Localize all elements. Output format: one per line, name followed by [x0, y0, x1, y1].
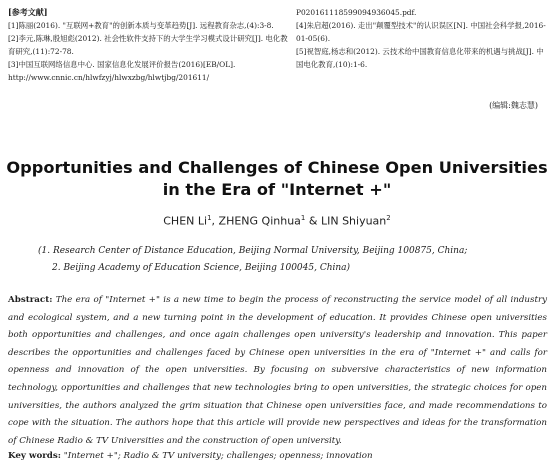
reference-item: [5]祝智庭,杨志和(2012). 云技术给中国教育信息化带来的机遇与挑战[J]. 中国电化教育,(10):1-6.	[296, 47, 544, 69]
author-name: ZHENG Qinhua	[218, 214, 301, 228]
abstract-label: Abstract:	[8, 295, 53, 305]
paper-title-line-2: in the Era of "Internet +"	[162, 180, 392, 199]
references-right-column	[296, 6, 546, 71]
author-separator: ,	[211, 214, 219, 228]
reference-item: [2]李元,陈琳,殷旭彪(2012). 社会性软件支持下的大学生学习模式设计研究[J]. 电化教育研究,(11):72-78.	[8, 34, 288, 56]
reference-item: [4]朱启超(2016). 走出"颠覆型技术"的认识误区[N]. 中国社会科学报,2016-01-05(6).	[296, 21, 546, 43]
author-name: LIN Shiyuan	[320, 214, 387, 228]
author-affiliation-mark: 2	[386, 214, 391, 222]
editor-note: (编辑:魏志慧)	[489, 101, 538, 110]
affiliation-2: 2. Beijing Academy of Education Science, Beijing 100045, China)	[52, 263, 351, 273]
keywords-line	[8, 451, 547, 461]
affiliation-1: (1. Research Center of Distance Education, Beijing Normal University, Beijing 100875, China;	[38, 246, 468, 256]
author-name: CHEN Li	[163, 214, 208, 228]
references-heading: [参考文献]	[8, 7, 48, 17]
author-separator: &	[305, 214, 321, 228]
paper-title-line-1: Opportunities and Challenges of Chinese Open Universities	[6, 158, 548, 177]
references-section	[8, 6, 546, 114]
reference-item: [1]陈丽(2016). "互联网+教育"的创新本质与变革趋势[J]. 远程教育杂志,(4):3-8.	[8, 21, 274, 30]
abstract-text: The era of "Internet +" is a new time to begin the process of reconstructing the service model of all industry and ecological system, and a new turning point in the development of education. It provides Chinese open universities both opportunities and challenges, and once again challenges open university's leadership and innovation. This paper describes the opportunities and challenges faced by Chinese open universities in the era of "Internet +" and calls for openness and innovation of the open universities. By focusing on subversive characteristics of new information technology, opportunities and challenges that new technologies bring to open universities, the strategic choices for open universities, the authors analyzed the grim situation that Chinese open universities face, and made recommendations to cope with the situation. The authors hope that this article will provide new perspectives and ideas for the transformation of Chinese Radio & TV Universities and the construction of open university.	[8, 295, 547, 446]
author-affiliation-mark: 1	[300, 214, 306, 222]
reference-item: [3]中国互联网络信息中心. 国家信息化发展评价报告(2016)[EB/OL]. http://www.cnnic.cn/hlwfzyj/hlwxzbg/hlwtjbg/201611/	[8, 60, 236, 82]
reference-item: P020161118599094936045.pdf.	[296, 8, 417, 17]
abstract-paragraph	[8, 292, 547, 450]
author-affiliation-mark: 1	[207, 214, 212, 222]
references-left-column	[8, 6, 294, 84]
keywords-label: Key words:	[8, 451, 61, 461]
keywords-text: "Internet +"; Radio & TV university; challenges; openness; innovation	[63, 451, 373, 461]
author-list	[0, 214, 554, 228]
